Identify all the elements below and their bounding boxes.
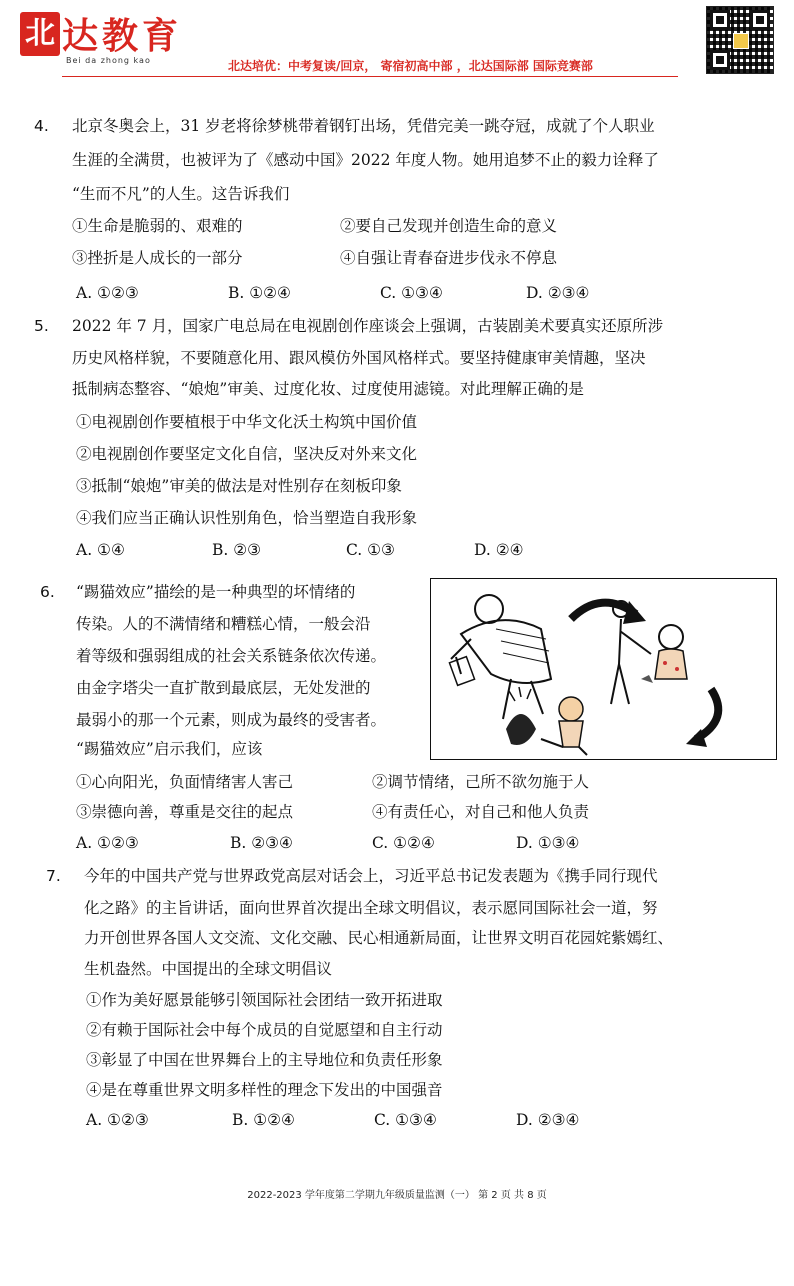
statement: ③崇德向善，尊重是交往的起点 bbox=[76, 803, 294, 821]
question-stem-line: 力开创世界各国人文交流、文化交融、民心相通新局面，让世界文明百花园姹紫嫣红、 bbox=[84, 929, 674, 947]
statement: ③抵制“娘炮”审美的做法是对性别存在刻板印象 bbox=[76, 477, 402, 495]
question-stem-line: 2022 年 7 月，国家广电总局在电视剧创作座谈会上强调，古装剧美术要真实还原所涉 bbox=[72, 317, 664, 335]
statement: ②要自己发现并创造生命的意义 bbox=[340, 217, 558, 235]
question-stem-line: 生机盎然。中国提出的全球文明倡议 bbox=[84, 960, 333, 978]
option-c[interactable]: C. ①③ bbox=[346, 541, 395, 559]
statement: ④是在尊重世界文明多样性的理念下发出的中国强音 bbox=[86, 1081, 443, 1099]
statement: ①电视剧创作要植根于中华文化沃土构筑中国价值 bbox=[76, 413, 418, 431]
statement: ④我们应当正确认识性别角色，恰当塑造自我形象 bbox=[76, 509, 418, 527]
question-stem-line: “踢猫效应”启示我们，应该 bbox=[76, 740, 263, 758]
question-stem-line: “踢猫效应”描绘的是一种典型的坏情绪的 bbox=[76, 583, 356, 601]
question-stem-line: 化之路》的主旨讲话，面向世界首次提出全球文明倡议，表示愿同国际社会一道，努 bbox=[84, 899, 658, 917]
option-a[interactable]: A. ①②③ bbox=[76, 834, 139, 852]
option-b[interactable]: B. ①②④ bbox=[228, 284, 291, 302]
question-stem-line: 由金字塔尖一直扩散到最底层，无处发泄的 bbox=[76, 679, 371, 697]
statement: ③挫折是人成长的一部分 bbox=[72, 249, 243, 267]
question-stem-line: 最弱小的那一个元素，则成为最终的受害者。 bbox=[76, 711, 387, 729]
option-a[interactable]: A. ①②③ bbox=[76, 284, 139, 302]
header-slogan: 北达培优：中考复读/回京， 寄宿初高中部 ，北达国际部 国际竞赛部 bbox=[228, 59, 593, 73]
statement: ②有赖于国际社会中每个成员的自觉愿望和自主行动 bbox=[86, 1021, 443, 1039]
option-a[interactable]: A. ①④ bbox=[76, 541, 125, 559]
question-stem-line: 抵制病态整容、“娘炮”审美、过度化妆、过度使用滤镜。对此理解正确的是 bbox=[72, 380, 584, 398]
brand-logo-pinyin: Bei da zhong kao bbox=[66, 56, 151, 65]
statement: ①作为美好愿景能够引领国际社会团结一致开拓进取 bbox=[86, 991, 443, 1009]
brand-logo-mark: 北 bbox=[20, 12, 60, 56]
option-b[interactable]: B. ②③④ bbox=[230, 834, 293, 852]
statement: ③彰显了中国在世界舞台上的主导地位和负责任形象 bbox=[86, 1051, 443, 1069]
qr-code-icon bbox=[706, 6, 774, 74]
option-c[interactable]: C. ①③④ bbox=[374, 1111, 437, 1129]
question-stem-line: 今年的中国共产党与世界政党高层对话会上，习近平总书记发表题为《携手同行现代 bbox=[84, 867, 658, 885]
question-stem-line: 着等级和强弱组成的社会关系链条依次传递。 bbox=[76, 647, 387, 665]
question-stem-line: 生涯的全满贯，也被评为了《感动中国》2022 年度人物。她用追梦不止的毅力诠释了 bbox=[72, 151, 659, 169]
question-stem-line: 传染。人的不满情绪和糟糕心情，一般会沿 bbox=[76, 615, 371, 633]
question-number: 7. bbox=[46, 867, 61, 885]
statement: ④自强让青春奋进步伐永不停息 bbox=[340, 249, 558, 267]
question-number: 4. bbox=[34, 117, 49, 135]
question-stem-line: 北京冬奥会上，31 岁老将徐梦桃带着钢钉出场，凭借完美一跳夺冠，成就了个人职业 bbox=[72, 117, 655, 135]
option-d[interactable]: D. ②④ bbox=[474, 541, 524, 559]
option-b[interactable]: B. ①②④ bbox=[232, 1111, 295, 1129]
header-divider bbox=[62, 76, 678, 77]
option-a[interactable]: A. ①②③ bbox=[86, 1111, 149, 1129]
statement: ①生命是脆弱的、艰难的 bbox=[72, 217, 243, 235]
kick-the-cat-cartoon bbox=[430, 578, 777, 760]
statement: ④有责任心，对自己和他人负责 bbox=[372, 803, 590, 821]
statement: ②电视剧创作要坚定文化自信，坚决反对外来文化 bbox=[76, 445, 418, 463]
question-number: 5. bbox=[34, 317, 49, 335]
page-footer: 2022-2023 学年度第二学期九年级质量监测（一） 第 2 页 共 8 页 bbox=[247, 1190, 547, 1201]
question-number: 6. bbox=[40, 583, 55, 601]
question-stem-line: 历史风格样貌，不要随意化用、跟风模仿外国风格样式。要坚持健康审美情趣，坚决 bbox=[72, 349, 646, 367]
statement: ①心向阳光，负面情绪害人害己 bbox=[76, 773, 294, 791]
option-d[interactable]: D. ①③④ bbox=[516, 834, 580, 852]
brand-logo-text: 达教育 bbox=[62, 15, 183, 57]
option-d[interactable]: D. ②③④ bbox=[526, 284, 590, 302]
option-c[interactable]: C. ①②④ bbox=[372, 834, 435, 852]
option-d[interactable]: D. ②③④ bbox=[516, 1111, 580, 1129]
cartoon-illustration bbox=[431, 579, 776, 759]
question-stem-line: “生而不凡”的人生。这告诉我们 bbox=[72, 185, 290, 203]
statement: ②调节情绪，己所不欲勿施于人 bbox=[372, 773, 590, 791]
option-c[interactable]: C. ①③④ bbox=[380, 284, 443, 302]
option-b[interactable]: B. ②③ bbox=[212, 541, 262, 559]
